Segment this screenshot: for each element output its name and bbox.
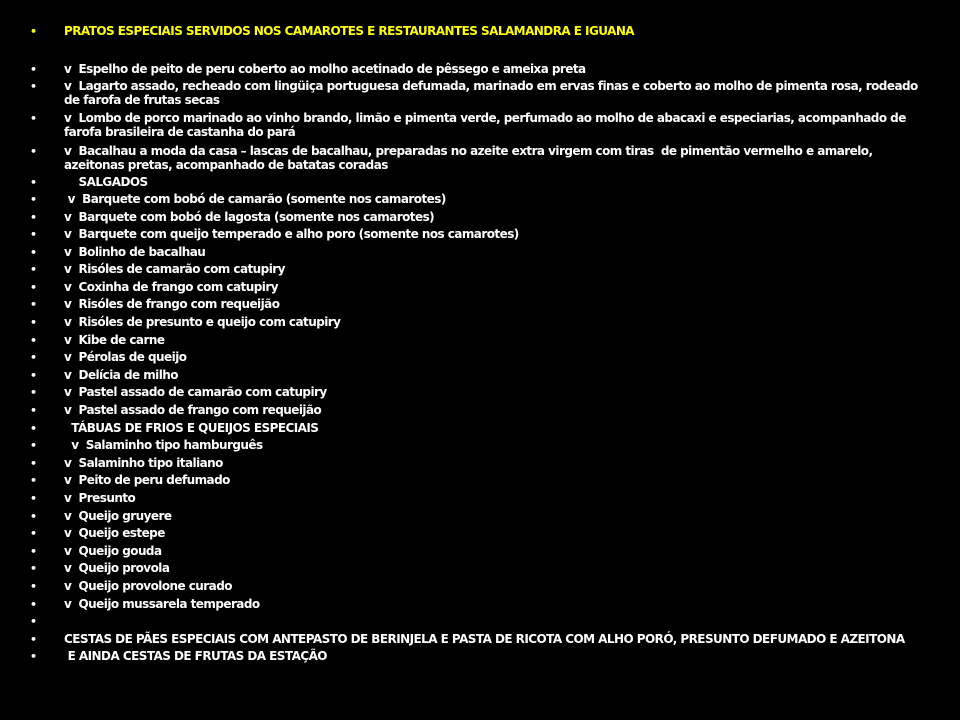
salgado-text: v Delícia de milho (64, 368, 178, 382)
tabua-text: v Presunto (64, 491, 136, 505)
bullet-icon: • (30, 633, 37, 646)
heading-text: TÁBUAS DE FRIOS E QUEIJOS ESPECIAIS (64, 421, 319, 435)
tabua-text: v Queijo provolone curado (64, 579, 232, 593)
tabua-text: v Queijo gruyere (64, 509, 172, 523)
bullet-icon: • (30, 246, 37, 259)
bullet-icon: • (30, 580, 37, 593)
bullet-icon: • (30, 351, 37, 364)
frutas-text: E AINDA CESTAS DE FRUTAS DA ESTAÇÃO (64, 649, 327, 663)
bullet-icon: • (30, 211, 37, 224)
tabua-text: v Salaminho tipo italiano (64, 456, 223, 470)
salgado-text: v Bolinho de bacalhau (64, 245, 206, 259)
bullet-icon: • (30, 145, 37, 158)
bullet-icon: • (30, 650, 37, 663)
salgado-text: v Barquete com bobó de lagosta (somente nos camarotes) (64, 210, 435, 224)
bullet-icon: • (30, 422, 37, 435)
salgado-text: v Coxinha de frango com catupiry (64, 280, 278, 294)
salgado-text: v Pastel assado de camarão com catupiry (64, 385, 327, 399)
tabua-text: v Queijo estepe (64, 526, 165, 540)
bullet-icon: • (30, 439, 37, 452)
salgado-text: v Risóles de camarão com catupiry (64, 262, 285, 276)
bullet-icon: • (30, 193, 37, 206)
tabua-text: v Queijo mussarela temperado (64, 597, 260, 611)
bullet-icon: • (30, 281, 37, 294)
bullet-icon: • (30, 298, 37, 311)
heading-text: SALGADOS (64, 175, 148, 189)
salgado-text: v Kibe de carne (64, 333, 165, 347)
bullet-icon: • (30, 63, 37, 76)
salgado-text: v Risóles de frango com requeijão (64, 297, 280, 311)
bullet-icon: • (30, 316, 37, 329)
bullet-icon: • (30, 562, 37, 575)
dish-text: v Lombo de porco marinado ao vinho brando, limão e pimenta verde, perfumado ao molho de abacaxi e especiarias, acompanhado de farofa brasileira de castanha do pará (64, 111, 910, 139)
bullet-icon: • (30, 492, 37, 505)
dish-text: v Lagarto assado, recheado com lingüiça portuguesa defumada, marinado em ervas finas e coberto ao molho de pimenta rosa, rodeado de farofa de frutas secas (64, 79, 922, 107)
bullet-icon: • (30, 263, 37, 276)
tabua-text: v Queijo provola (64, 561, 170, 575)
bullet-icon: • (30, 527, 37, 540)
dish-text: v Bacalhau a moda da casa – lascas de bacalhau, preparadas no azeite extra virgem com tiras de pimentão vermelho e amarelo, azeitonas pretas, acompanhado de batatas coradas (64, 144, 877, 172)
bullet-icon: • (30, 369, 37, 382)
salgado-text: v Barquete com bobó de camarão (somente nos camarotes) (64, 192, 446, 206)
tabua-text: v Salaminho tipo hamburguês (64, 438, 263, 452)
cestas-text: CESTAS DE PÃES ESPECIAIS COM ANTEPASTO DE BERINJELA E PASTA DE RICOTA COM ALHO PORÓ, PRESUNTO DEFUMADO E AZEITONA (64, 632, 905, 646)
dish-text: v Espelho de peito de peru coberto ao molho acetinado de pêssego e ameixa preta (64, 62, 586, 76)
bullet-icon: • (30, 404, 37, 417)
tabua-text: v Peito de peru defumado (64, 473, 230, 487)
salgado-text: v Barquete com queijo temperado e alho poro (somente nos camarotes) (64, 227, 519, 241)
bullet-icon: • (30, 80, 37, 93)
bullet-icon: • (30, 457, 37, 470)
bullet-icon: • (30, 386, 37, 399)
bullet-icon: • (30, 112, 37, 125)
bullet-icon: • (30, 545, 37, 558)
bullet-icon: • (30, 228, 37, 241)
salgado-text: v Risóles de presunto e queijo com catupiry (64, 315, 341, 329)
bullet-icon: • (30, 474, 37, 487)
bullet-icon: • (30, 25, 37, 38)
bullet-icon: • (30, 176, 37, 189)
bullet-icon: • (30, 598, 37, 611)
salgado-text: v Pastel assado de frango com requeijão (64, 403, 322, 417)
bullet-icon: • (30, 334, 37, 347)
tabua-text: v Queijo gouda (64, 544, 162, 558)
salgado-text: v Pérolas de queijo (64, 350, 187, 364)
bullet-icon: • (30, 615, 37, 628)
bullet-icon: • (30, 510, 37, 523)
menu-title: PRATOS ESPECIAIS SERVIDOS NOS CAMAROTES E RESTAURANTES SALAMANDRA E IGUANA (64, 24, 635, 38)
